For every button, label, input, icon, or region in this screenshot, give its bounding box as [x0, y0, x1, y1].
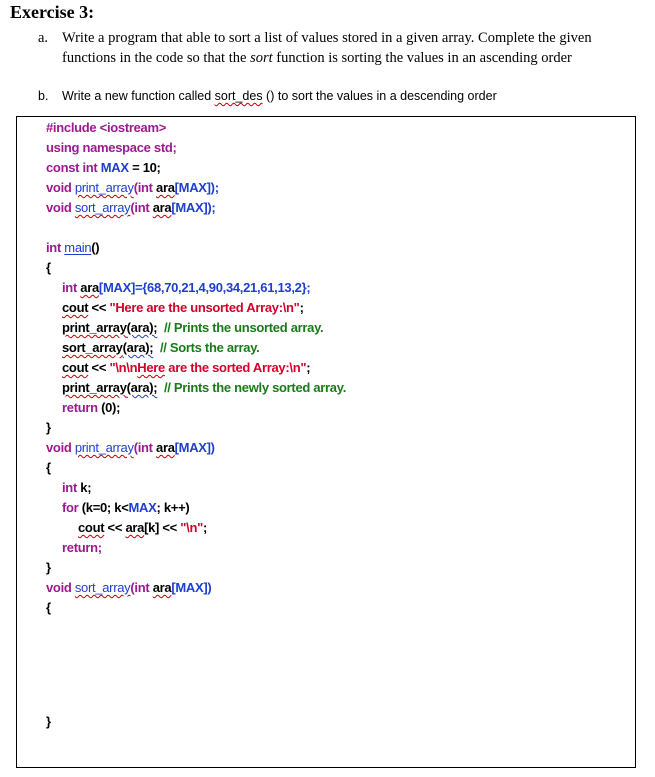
code-line: using namespace std;	[46, 140, 177, 155]
code-line: int k;	[62, 480, 92, 495]
code-line: {	[46, 460, 51, 475]
code-line: }	[46, 560, 51, 575]
code-line: const int MAX = 10;	[46, 160, 161, 175]
code-line: for (k=0; k<MAX; k++)	[62, 500, 190, 515]
code-line: #include <iostream>	[46, 120, 167, 135]
code-line: {	[46, 260, 51, 275]
code-line: return (0);	[62, 400, 121, 415]
code-line: cout << ara[k] << "\n";	[78, 520, 208, 535]
code-line: }	[46, 714, 51, 729]
code-line: print_array(ara); // Prints the newly sorted array.	[62, 380, 347, 395]
code-line: }	[46, 420, 51, 435]
code-line: print_array(ara); // Prints the unsorted array.	[62, 320, 324, 335]
code-line: int ara[MAX]={68,70,21,4,90,34,21,61,13,2};	[62, 280, 311, 295]
code-line: void print_array(int ara[MAX]);	[46, 180, 219, 195]
item-text: Write a new function called sort_des () to sort the values in a descending order	[62, 89, 497, 103]
item-marker: a.	[38, 30, 49, 46]
exercise-heading: Exercise 3:	[10, 2, 95, 22]
italic-sort: sort	[250, 50, 273, 66]
code-line: cout << "Here are the unsorted Array:\n";	[62, 300, 304, 315]
code-line: void sort_array(int ara[MAX]);	[46, 200, 216, 215]
code-line: {	[46, 600, 51, 615]
sort-des-name: sort_des	[214, 89, 263, 103]
item-text: Write a program that able to sort a list of values stored in a given array. Complete the given functions in the code so that the sort function is sorting the values in an ascending order	[62, 30, 592, 66]
code-line: return;	[62, 540, 102, 555]
code-line: int main()	[46, 240, 100, 255]
code-line: sort_array(ara); // Sorts the array.	[62, 340, 260, 355]
code-line: void sort_array(int ara[MAX])	[46, 580, 212, 595]
code-line: cout << "\n\nHere are the sorted Array:\n";	[62, 360, 311, 375]
item-marker: b.	[38, 89, 49, 103]
code-line: void print_array(int ara[MAX])	[46, 440, 215, 455]
